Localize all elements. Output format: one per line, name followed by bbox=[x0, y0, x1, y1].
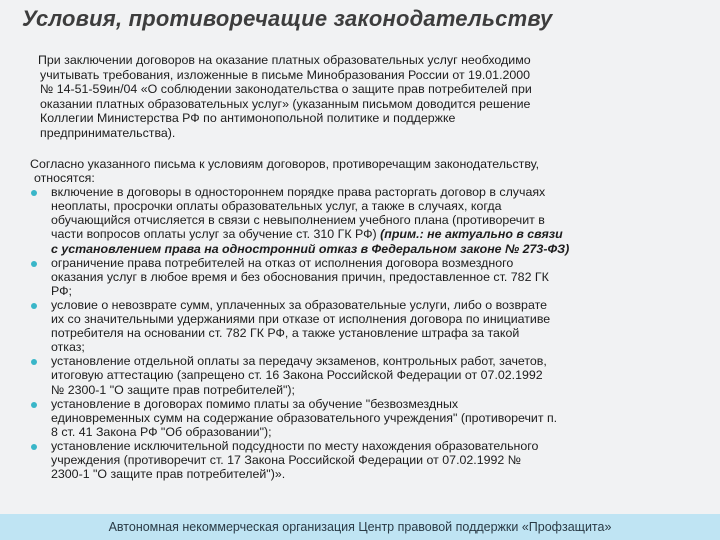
intro-line: предпринимательства). bbox=[40, 125, 176, 140]
intro-line: При заключении договоров на оказание платных образовательных услуг необходимо bbox=[38, 53, 531, 67]
item-line: установление в договорах помимо платы за обучение "безвозмездных bbox=[51, 396, 459, 411]
item-line: отказ; bbox=[51, 340, 85, 355]
item-line: потребителя на основании ст. 782 ГК РФ, а также установление штрафа за такой bbox=[51, 326, 520, 341]
item-line: учреждения (противоречит ст. 17 Закона Российской Федерации от 07.02.1992 № bbox=[51, 452, 522, 467]
item-line: включение в договоры в одностороннем порядке права расторгать договор в случаях bbox=[51, 185, 546, 200]
footer-bar bbox=[0, 514, 720, 540]
list-item bbox=[30, 439, 695, 481]
list-item bbox=[30, 185, 695, 255]
item-text: части вопросов оплаты услуг за обучение ст. 310 ГК РФ) bbox=[51, 227, 377, 242]
conditions-lead-line: относятся: bbox=[34, 171, 95, 186]
list-item bbox=[30, 256, 695, 298]
bullet-icon bbox=[31, 444, 37, 450]
intro-line: оказании платных образовательных услуг» (указанным письмом доводится решение bbox=[40, 96, 531, 111]
note-text: (прим.: не актуально в связи bbox=[376, 227, 563, 242]
item-line: оказания услуг в любое время и без обоснования причин, предоставленное ст. 782 ГК bbox=[51, 269, 549, 284]
item-line: условие о невозврате сумм, уплаченных за образовательные услуги, либо о возврате bbox=[51, 297, 547, 312]
item-line: неоплаты, просрочки оплаты образовательных услуг, а также в случаях, когда bbox=[51, 199, 502, 214]
item-line bbox=[51, 227, 695, 241]
list-item bbox=[30, 397, 695, 439]
item-line: установление исключительной подсудности по месту нахождения образовательного bbox=[51, 438, 539, 453]
item-line: № 2300-1 "О защите прав потребителей"); bbox=[51, 382, 296, 397]
item-line: ограничение права потребителей на отказ от исполнения договора возмездного bbox=[51, 255, 514, 270]
intro-line: Коллегии Министерства РФ по антимонопольной политике и поддержке bbox=[40, 111, 456, 126]
intro-line: № 14-51-59ин/04 «О соблюдении законодательства о защите прав потребителей при bbox=[40, 82, 532, 97]
item-line: РФ; bbox=[51, 283, 72, 298]
item-line: 2300-1 "О защите прав потребителей")». bbox=[51, 467, 286, 482]
list-item bbox=[30, 298, 695, 354]
intro-line: учитывать требования, изложенные в письме Минобразования России от 19.01.2000 bbox=[40, 67, 531, 82]
bullet-icon bbox=[31, 402, 37, 408]
conditions-section bbox=[30, 157, 695, 481]
bullet-icon bbox=[31, 303, 37, 309]
item-line: установление отдельной оплаты за передачу экзаменов, контрольных работ, зачетов, bbox=[51, 354, 547, 369]
bullet-icon bbox=[31, 261, 37, 267]
item-line: 8 ст. 41 Закона РФ "Об образовании"); bbox=[51, 424, 272, 439]
item-line: обучающийся отчисляется в связи с невыполнением учебного плана (противоречит в bbox=[51, 213, 545, 228]
item-line: единовременных сумм на содержание образовательного учреждения" (противоречит п. bbox=[51, 410, 558, 425]
slide-title: Условия, противоречащие законодательству bbox=[22, 6, 553, 31]
item-line: их со значительными удержаниями при отказе от исполнения договора по инициативе bbox=[51, 312, 551, 327]
list-item bbox=[30, 354, 695, 396]
footer-text: Автономная некоммерческая организация Центр правовой поддержки «Профзащита» bbox=[108, 520, 612, 534]
conditions-lead-line: Согласно указанного письма к условиям договоров, противоречащим законодательству, bbox=[30, 157, 540, 171]
note-line: с установлением права на одностронний отказ в Федеральном законе № 273-ФЗ) bbox=[51, 241, 570, 256]
intro-paragraph bbox=[38, 53, 678, 141]
item-line: итоговую аттестацию (запрещено ст. 16 Закона Российской Федерации от 07.02.1992 bbox=[51, 368, 543, 383]
